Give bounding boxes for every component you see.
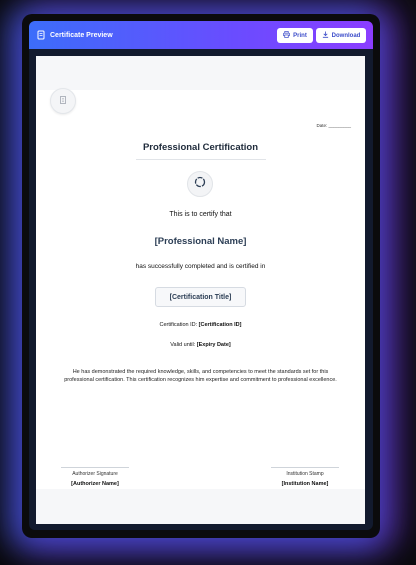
download-icon: [322, 31, 329, 40]
completion-text: has successfully completed and is certified in: [135, 263, 266, 270]
print-button[interactable]: [277, 28, 313, 43]
recipient-name: [Professional Name]: [154, 236, 247, 247]
certification-id-label: Certification ID:: [159, 322, 198, 328]
award-seal-icon: [193, 175, 207, 194]
valid-until-line: [36, 342, 365, 348]
certificate-paper: [36, 56, 365, 524]
certification-title: [Certification Title]: [169, 293, 232, 301]
certificate-preview-window: [29, 21, 373, 530]
valid-until-value: [Expiry Date]: [196, 342, 231, 348]
building-icon: [58, 92, 68, 110]
valid-until-label: Valid until:: [170, 342, 196, 348]
certificate-title: Professional Certification: [142, 142, 259, 153]
certification-id-value: [Certification ID]: [198, 322, 242, 328]
date-field: Date: _________: [316, 123, 351, 128]
institution-logo: [50, 88, 76, 114]
paper-header-band: [36, 56, 365, 90]
authorizer-signature-block: [61, 467, 129, 487]
certification-statement: He has demonstrated the required knowledge, skills, and competencies to meet the standards set for this professional certification. This certification recognizes him expertise and commitment to professional excellence.: [64, 369, 337, 383]
download-button[interactable]: [316, 28, 366, 43]
certificate-icon: [36, 30, 46, 40]
paper-footer-band: [36, 489, 365, 524]
certification-id-line: [36, 322, 365, 328]
authorizer-signature-label: Authorizer Signature: [72, 471, 118, 477]
download-label: Download: [331, 32, 361, 39]
title-bar: [29, 21, 373, 49]
institution-name: [Institution Name]: [281, 481, 329, 487]
certification-title-box: [155, 287, 246, 307]
institution-stamp-label: Institution Stamp: [286, 471, 324, 477]
institution-stamp-block: [271, 467, 339, 487]
certificate-seal: [187, 171, 213, 197]
authorizer-name: [Authorizer Name]: [71, 481, 119, 487]
certify-text: This is to certify that: [169, 211, 232, 218]
print-label: Print: [293, 32, 307, 39]
printer-icon: [283, 31, 290, 40]
title-divider: [136, 159, 266, 160]
window-title: Certificate Preview: [50, 31, 113, 39]
